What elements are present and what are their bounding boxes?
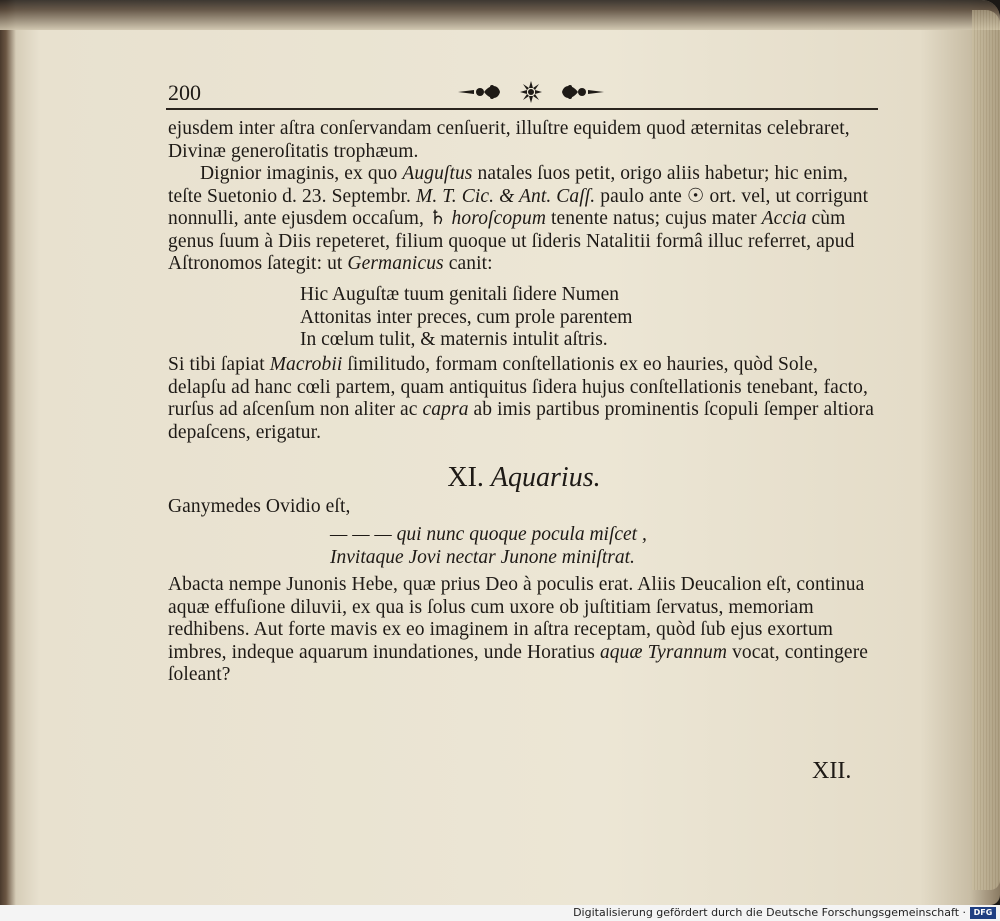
p2-k: canit:	[443, 253, 493, 274]
paragraph-3	[168, 354, 880, 444]
verse-line-1	[300, 284, 860, 307]
running-head	[168, 76, 878, 112]
p2-i: cùm genus ſuum à Diis repeteret, filium quoque ut ſideris Natalitii formâ illuc referret, apud Aſtronomos ſategit: ut	[168, 208, 855, 274]
section-title: Aquarius.	[490, 462, 601, 493]
p5-tyrannum: aquæ Tyrannum	[599, 641, 728, 663]
paragraph-4: Ganymedes Ovidio eſt,	[168, 496, 351, 517]
footer-credit: Digitalisierung gefördert durch die Deutsche Forschungsgemeinschaft ·	[573, 906, 966, 919]
catchword: XII.	[812, 758, 852, 784]
paragraph-macrobius	[168, 354, 880, 444]
verse-1-a: Hic	[300, 284, 332, 305]
section-heading	[168, 462, 880, 494]
ovid-line-2: Invitaque Jovi nectar Junone miniſtrat.	[330, 546, 635, 568]
verse-1-c: genitali ſidere	[444, 284, 562, 305]
printers-ornament-icon	[456, 80, 606, 104]
verse-3-d: intulit aſtris.	[512, 329, 608, 350]
p2-horoscopum: horoſcopum	[451, 208, 547, 229]
paragraph-5	[168, 574, 880, 687]
dfg-logo-icon: DFG	[970, 907, 996, 919]
p3-c: ſimilitudo, formam conſtellationis ex eo hauries, quòd Sole, delapſu ad hanc cœli partem, quam antiquitus ſidera hujus conſtellationis tenebant, facto, rurſus ad aſcenſum non aliter ac	[168, 354, 868, 420]
p3-macrobii: Macrobii	[269, 354, 343, 375]
verse-2-c: , cum prole parentem	[466, 306, 633, 328]
p2-augustus: Auguſtus	[402, 163, 473, 184]
p2-germanicus: Germanicus	[347, 253, 444, 274]
paragraph-continuation	[168, 118, 880, 276]
ovid-line-1: — — — qui nunc quoque pocula miſcet ,	[330, 524, 647, 545]
paragraph-1: ejusdem inter aſtra conſervandam cenſuerit, illuſtre equidem quod æternitas celebraret, Divinæ generoſitatis trophæum.	[168, 118, 850, 162]
verse-ovid	[330, 524, 870, 569]
p3-a: Si tibi ſapiat	[168, 354, 270, 375]
digitization-footer	[0, 905, 1000, 921]
verse-3-c: & maternis	[415, 329, 513, 350]
section-numeral: XI.	[447, 462, 484, 493]
paragraph-deucalion	[168, 574, 880, 687]
verse-3-b: In cœlum tulit,	[300, 329, 416, 350]
paragraph-ganymedes	[168, 496, 880, 519]
p5-c: vocat, contingere ſoleant?	[168, 641, 869, 685]
p3-e: ab imis partibus prominentis ſcopuli ſemper altiora depaſcens, erigatur.	[168, 399, 874, 443]
p2-c: natales ſuos petit, origo aliis habetur; hic enim, teſte Suetonio d. 23. Septembr.	[168, 163, 849, 207]
verse-2-b: Attonitas inter preces	[300, 306, 467, 328]
p3-capra: capra	[422, 399, 469, 420]
verse-germanicus	[300, 284, 860, 352]
p2-e: paulo ante ☉ ort. vel, ut corrigunt nonnulli, ante ejusdem occaſum, ♄	[168, 185, 869, 229]
p2-a: Dignior imaginis, ex quo	[200, 163, 403, 184]
verse-1-b: Auguſtæ tuum	[331, 284, 445, 305]
p2-accia: Accia	[761, 208, 807, 229]
page-number: 200	[168, 80, 201, 105]
p2-consuls: M. T. Cic. & Ant. Caſſ.	[416, 185, 596, 207]
verse-line-3	[300, 329, 860, 352]
head-rule	[166, 108, 878, 110]
p2-g: tenente natus; cujus mater	[546, 208, 762, 229]
p5-a: Abacta nempe Junonis Hebe, quæ prius Deo à poculis erat. Aliis Deucalion eſt, continua aquæ effuſione diluvii, ex qua is ſolus cum uxore ob juſtitiam ſervatus, memoriam redhibens. Aut forte mavis ex eo imaginem in aſtra receptam, quòd ſub ejus exortum imbres, indeque aquarum inundationes, unde Horatius	[168, 574, 865, 663]
verse-line-2	[300, 307, 860, 330]
page-edges	[972, 10, 1000, 890]
paragraph-2	[168, 163, 880, 276]
verse-1-d: Numen	[561, 284, 620, 305]
